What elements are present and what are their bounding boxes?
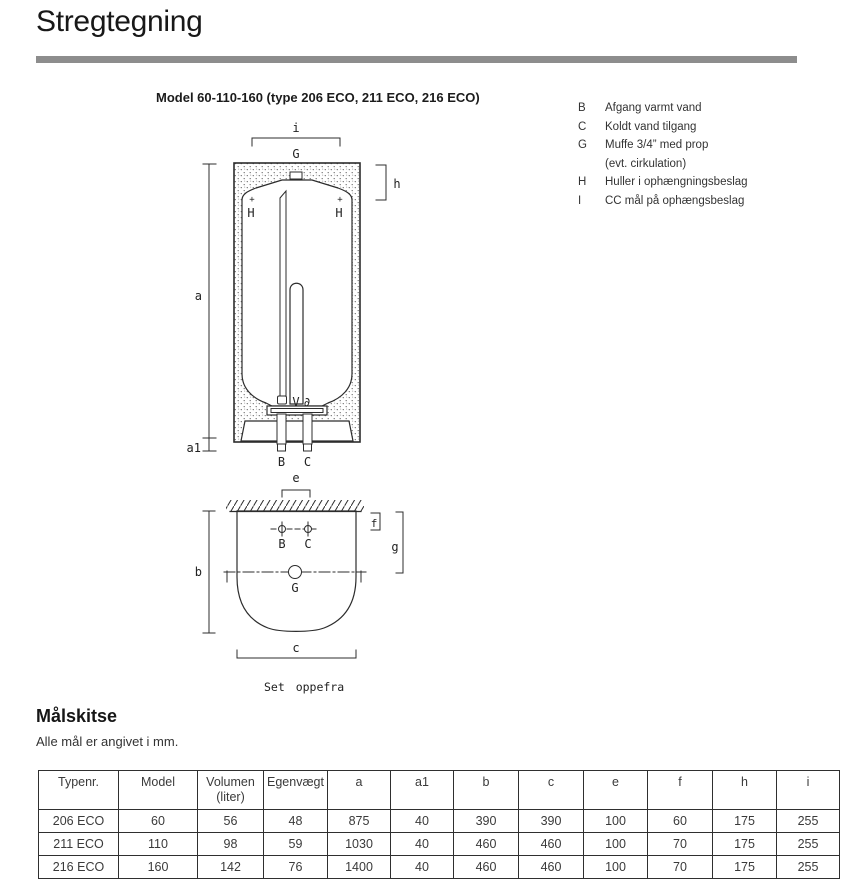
g-mid-label: G (291, 581, 299, 595)
dim-b-label: b (194, 565, 202, 579)
h-hole-left-label: H (247, 206, 255, 220)
dim-b-line (203, 511, 215, 633)
legend-key: H (578, 176, 587, 189)
value-cell: 255 (777, 833, 840, 856)
value-cell: 1030 (328, 833, 391, 856)
drawing-caption: Model 60-110-160 (type 206 ECO, 211 ECO, 216 ECO) (156, 90, 480, 105)
value-cell: 100 (584, 833, 648, 856)
g-top-label: G (292, 147, 300, 161)
value-cell: 460 (454, 833, 519, 856)
legend-row (578, 192, 748, 211)
column-header: h (713, 771, 777, 810)
value-cell: 56 (198, 810, 264, 833)
dim-a-line (203, 164, 216, 451)
partial-symbol: ∂ (303, 395, 311, 409)
page-title: Stregtegning (36, 5, 203, 38)
dim-a-label: a (194, 289, 202, 303)
column-header: e (584, 771, 648, 810)
title-rule (36, 56, 797, 63)
legend-key: C (578, 120, 587, 133)
value-cell: 40 (391, 810, 454, 833)
value-cell: 390 (454, 810, 519, 833)
column-header: c (519, 771, 584, 810)
legend-text: CC mål på ophængsbeslag (605, 194, 745, 207)
value-cell: 255 (777, 856, 840, 879)
legend-row (578, 155, 748, 174)
typenr-cell: 216 ECO (39, 856, 119, 879)
table-row (39, 810, 840, 833)
top-view-caption: Set oppefra (264, 680, 345, 694)
value-cell: 175 (713, 856, 777, 879)
v-label: V (292, 395, 300, 409)
dim-i-label: i (292, 121, 300, 135)
value-cell: 70 (648, 833, 713, 856)
value-cell: 76 (264, 856, 328, 879)
muffe-g (290, 172, 302, 179)
column-header: i (777, 771, 840, 810)
column-header: Model (119, 771, 198, 810)
plus-left: + (249, 195, 255, 205)
value-cell: 60 (119, 810, 198, 833)
pipe-b (277, 414, 286, 444)
column-header: Volumen (liter) (198, 771, 264, 810)
legend-row (578, 136, 748, 155)
legend (578, 99, 748, 211)
value-cell: 40 (391, 856, 454, 879)
dim-i-line (252, 138, 340, 146)
h-hole-right-label: H (335, 206, 343, 220)
legend-row (578, 118, 748, 137)
dim-g-label: g (391, 540, 399, 554)
legend-key: B (578, 102, 586, 114)
value-cell: 1400 (328, 856, 391, 879)
value-cell: 142 (198, 856, 264, 879)
column-header: Egenvægt (264, 771, 328, 810)
value-cell: 70 (648, 856, 713, 879)
column-header: f (648, 771, 713, 810)
column-header: b (454, 771, 519, 810)
pipe-c (303, 414, 312, 444)
units-note: Alle mål er angivet i mm. (36, 734, 179, 749)
sensor-tube-cap (278, 396, 287, 404)
muffe-g-top-view (289, 566, 302, 579)
value-cell: 40 (391, 833, 454, 856)
dim-e-label: e (292, 471, 300, 485)
legend-text: Muffe 3/4” med prop (605, 139, 709, 152)
table-header-row (39, 771, 840, 810)
typenr-cell: 211 ECO (39, 833, 119, 856)
sensor-tube (280, 191, 286, 396)
dim-c-label: c (292, 641, 300, 655)
dim-h-label: h (393, 177, 401, 191)
legend-row (578, 173, 748, 192)
column-header: a1 (391, 771, 454, 810)
value-cell: 59 (264, 833, 328, 856)
pipe-c-cap (304, 444, 312, 451)
value-cell: 390 (519, 810, 584, 833)
dim-h-bracket (376, 165, 386, 200)
value-cell: 460 (454, 856, 519, 879)
legend-text: Huller i ophængningsbeslag (605, 176, 748, 189)
value-cell: 460 (519, 856, 584, 879)
heating-element-tube (290, 283, 303, 404)
plus-right: + (337, 195, 343, 205)
pipe-b-label: B (277, 455, 286, 469)
legend-key: I (578, 194, 582, 207)
legend-key: G (578, 139, 587, 152)
table-body (39, 810, 840, 879)
legend-text: Afgang varmt vand (605, 102, 702, 114)
hole-c-label: C (304, 537, 312, 551)
value-cell: 60 (648, 810, 713, 833)
value-cell: 110 (119, 833, 198, 856)
dim-a1-label: a1 (186, 441, 201, 455)
value-cell: 98 (198, 833, 264, 856)
flange-plate-inner (271, 409, 323, 413)
value-cell: 175 (713, 810, 777, 833)
value-cell: 255 (777, 810, 840, 833)
table-row (39, 856, 840, 879)
pipe-c-label: C (303, 455, 312, 469)
table-row (39, 833, 840, 856)
wall-hatch (226, 500, 364, 511)
value-cell: 175 (713, 833, 777, 856)
value-cell: 160 (119, 856, 198, 879)
base (241, 421, 353, 441)
hole-b-label: B (278, 537, 286, 551)
front-view (187, 121, 401, 469)
value-cell: 100 (584, 856, 648, 879)
legend-text: Koldt vand tilgang (605, 120, 697, 133)
pipe-b-cap (278, 444, 286, 451)
dim-f-label: f (370, 517, 378, 530)
value-cell: 875 (328, 810, 391, 833)
legend-key (578, 155, 605, 174)
technical-drawing (175, 110, 420, 710)
section-heading: Målskitse (36, 706, 118, 726)
column-header: Typenr. (39, 771, 119, 810)
legend-text: (evt. cirkulation) (605, 157, 687, 170)
value-cell: 100 (584, 810, 648, 833)
value-cell: 460 (519, 833, 584, 856)
dim-e-line (282, 490, 310, 497)
column-header: a (328, 771, 391, 810)
dimensions-table (38, 770, 840, 879)
top-view (195, 471, 403, 694)
typenr-cell: 206 ECO (39, 810, 119, 833)
legend-row (578, 99, 748, 118)
value-cell: 48 (264, 810, 328, 833)
